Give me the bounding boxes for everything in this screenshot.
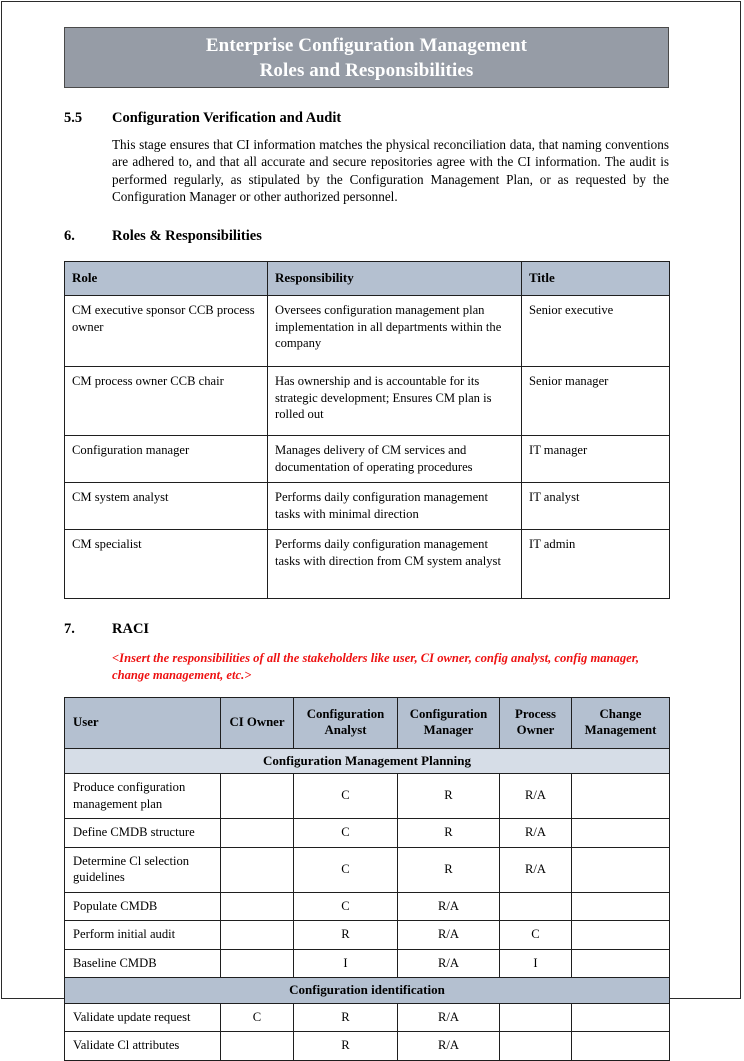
section-number-5-5: 5.5: [64, 110, 83, 126]
document-page: [1, 1, 741, 1053]
raci-cell-change-management: [572, 1032, 670, 1061]
raci-cell-configuration-analyst: C: [294, 847, 398, 892]
raci-cell-process-owner: R/A: [500, 847, 572, 892]
raci-cell-configuration-analyst: I: [294, 949, 398, 978]
column-header-process-owner: Process Owner: [500, 697, 572, 748]
table-header-row: [65, 261, 670, 296]
raci-cell-ci-owner: [221, 774, 294, 819]
responsibility-cell: Manages delivery of CM services and documentation of operating procedures: [268, 436, 522, 483]
raci-cell-configuration-manager: R: [398, 819, 500, 848]
column-header-role: Role: [65, 261, 268, 296]
table-row: [65, 530, 670, 599]
section-number-6: 6.: [64, 227, 75, 244]
raci-cell-configuration-manager: R/A: [398, 949, 500, 978]
raci-cell-change-management: [572, 774, 670, 819]
table-row: [65, 819, 670, 848]
raci-cell-change-management: [572, 892, 670, 921]
responsibility-cell: Performs daily configuration management tasks with direction from CM system analyst: [268, 530, 522, 599]
column-header-title: Title: [522, 261, 670, 296]
raci-cell-configuration-analyst: C: [294, 819, 398, 848]
raci-cell-process-owner: R/A: [500, 819, 572, 848]
table-row: [65, 921, 670, 950]
activity-label: Validate update request: [65, 1003, 221, 1032]
document-title-banner: [64, 27, 669, 88]
title-cell: IT analyst: [522, 483, 670, 530]
banner-title-line-2: Roles and Responsibilities: [259, 59, 474, 81]
raci-cell-process-owner: [500, 1003, 572, 1032]
title-cell: IT admin: [522, 530, 670, 599]
raci-cell-change-management: [572, 847, 670, 892]
activity-label: Validate Cl attributes: [65, 1032, 221, 1061]
activity-label: Determine Cl selection guidelines: [65, 847, 221, 892]
role-cell: CM executive sponsor CCB process owner: [65, 296, 268, 367]
raci-cell-process-owner: [500, 892, 572, 921]
table-row: [65, 892, 670, 921]
section-band-row: [65, 748, 670, 774]
raci-cell-change-management: [572, 819, 670, 848]
raci-cell-ci-owner: [221, 819, 294, 848]
table-row: [65, 1032, 670, 1061]
section-heading-5-5: [64, 110, 669, 127]
activity-label: Define CMDB structure: [65, 819, 221, 848]
banner-title-line-1: Enterprise Configuration Management: [205, 34, 528, 56]
section-title-6: Roles & Responsibilities: [112, 227, 262, 244]
section-5-5-paragraph: This stage ensures that CI information matches the physical reconciliation data, that naming conventions are adhered to, and that all accurate and secure repositories agree with the CI information. The audit is performed regularly, as stipulated by the Configuration Management Plan, or as requested by the Configuration Manager or other authorized personnel.: [112, 137, 669, 205]
raci-cell-configuration-manager: R: [398, 847, 500, 892]
raci-cell-process-owner: [500, 1032, 572, 1061]
raci-cell-ci-owner: [221, 892, 294, 921]
role-cell: CM system analyst: [65, 483, 268, 530]
responsibility-cell: Has ownership and is accountable for its strategic development; Ensures CM plan is rolled out: [268, 367, 522, 436]
section-heading-7: [64, 621, 669, 638]
raci-cell-configuration-manager: R: [398, 774, 500, 819]
section-title-7: RACI: [112, 621, 150, 638]
raci-cell-configuration-analyst: C: [294, 774, 398, 819]
title-cell: Senior manager: [522, 367, 670, 436]
role-cell: CM specialist: [65, 530, 268, 599]
title-cell: Senior executive: [522, 296, 670, 367]
page-content: [64, 27, 669, 1061]
activity-label: Baseline CMDB: [65, 949, 221, 978]
raci-cell-change-management: [572, 921, 670, 950]
raci-cell-process-owner: R/A: [500, 774, 572, 819]
raci-placeholder-note: <Insert the responsibilities of all the stakeholders like user, CI owner, config analyst, config manager, change management, etc.>: [112, 651, 640, 683]
raci-cell-configuration-manager: R/A: [398, 1032, 500, 1061]
raci-matrix-table: [64, 697, 670, 1061]
raci-cell-change-management: [572, 949, 670, 978]
role-cell: Configuration manager: [65, 436, 268, 483]
role-cell: CM process owner CCB chair: [65, 367, 268, 436]
raci-cell-configuration-manager: R/A: [398, 1003, 500, 1032]
raci-cell-configuration-analyst: C: [294, 892, 398, 921]
section-heading-6: [64, 228, 669, 245]
column-header-user: User: [65, 697, 221, 748]
roles-responsibilities-table: [64, 261, 670, 600]
raci-cell-ci-owner: [221, 1032, 294, 1061]
section-number-7: 7.: [64, 621, 75, 638]
table-row: [65, 436, 670, 483]
table-row: [65, 774, 670, 819]
table-row: [65, 367, 670, 436]
table-header-row: [65, 697, 670, 748]
responsibility-cell: Oversees configuration management plan implementation in all departments within the company: [268, 296, 522, 367]
raci-cell-process-owner: C: [500, 921, 572, 950]
raci-cell-process-owner: I: [500, 949, 572, 978]
column-header-responsibility: Responsibility: [268, 261, 522, 296]
table-row: [65, 847, 670, 892]
raci-cell-configuration-analyst: R: [294, 921, 398, 950]
activity-label: Populate CMDB: [65, 892, 221, 921]
raci-cell-change-management: [572, 1003, 670, 1032]
column-header-configuration-manager: Configuration Manager: [398, 697, 500, 748]
table-row: [65, 949, 670, 978]
raci-cell-configuration-analyst: R: [294, 1003, 398, 1032]
band-label: Configuration identification: [65, 978, 670, 1004]
raci-cell-configuration-analyst: R: [294, 1032, 398, 1061]
column-header-change-management: Change Management: [572, 697, 670, 748]
table-row: [65, 1003, 670, 1032]
section-title-5-5: Configuration Verification and Audit: [112, 110, 342, 126]
raci-cell-configuration-manager: R/A: [398, 892, 500, 921]
table-row: [65, 483, 670, 530]
activity-label: Perform initial audit: [65, 921, 221, 950]
band-label: Configuration Management Planning: [65, 748, 670, 774]
column-header-ci-owner: CI Owner: [221, 697, 294, 748]
raci-cell-configuration-manager: R/A: [398, 921, 500, 950]
table-row: [65, 296, 670, 367]
raci-cell-ci-owner: C: [221, 1003, 294, 1032]
responsibility-cell: Performs daily configuration management tasks with minimal direction: [268, 483, 522, 530]
raci-cell-ci-owner: [221, 847, 294, 892]
activity-label: Produce configuration management plan: [65, 774, 221, 819]
raci-cell-ci-owner: [221, 949, 294, 978]
column-header-configuration-analyst: Configuration Analyst: [294, 697, 398, 748]
section-band-row: [65, 978, 670, 1004]
title-cell: IT manager: [522, 436, 670, 483]
raci-cell-ci-owner: [221, 921, 294, 950]
